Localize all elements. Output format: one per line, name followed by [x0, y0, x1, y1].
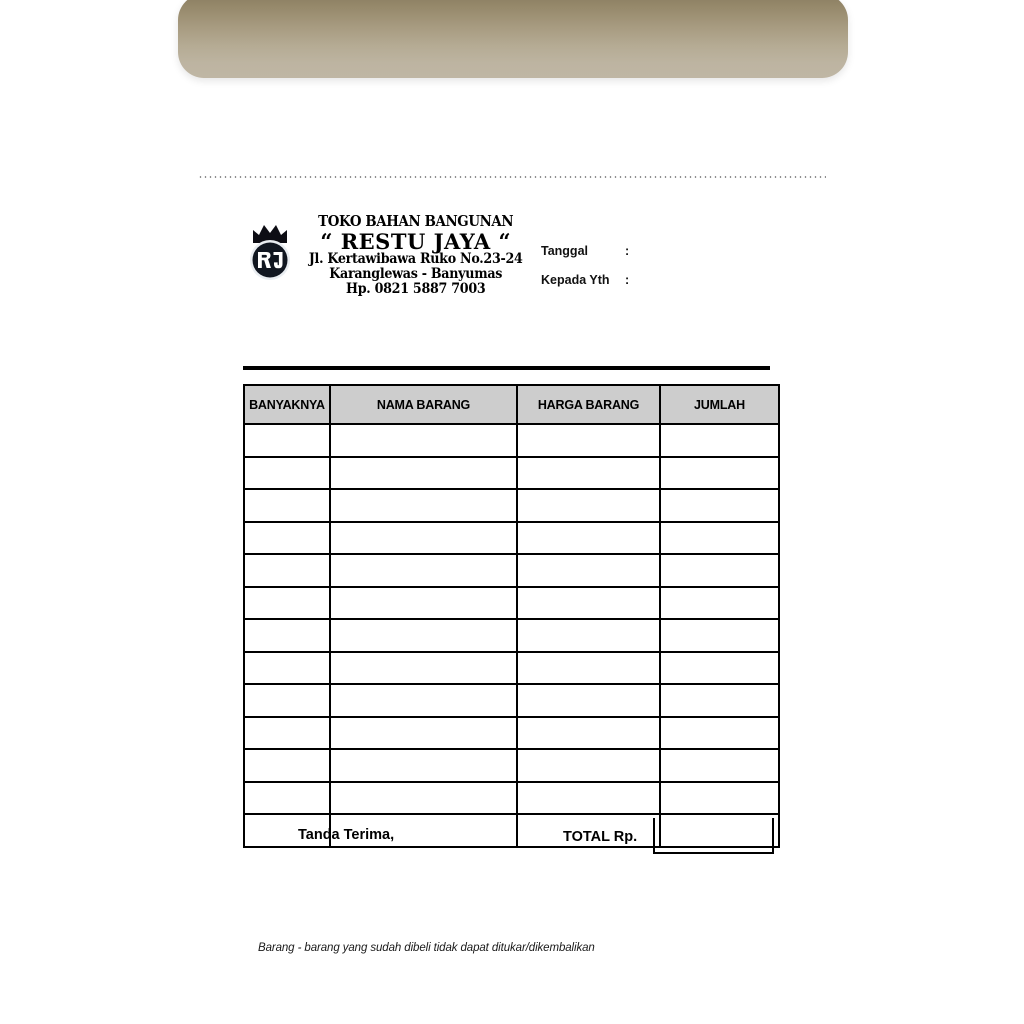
recipient-input[interactable]	[633, 272, 773, 284]
column-header-banyaknya: BANYAKNYA	[244, 385, 330, 424]
receipt-meta-fields	[541, 243, 773, 330]
table-cell[interactable]	[244, 684, 330, 717]
table-cell[interactable]	[660, 619, 779, 652]
table-cell[interactable]	[244, 424, 330, 457]
table-cell[interactable]	[244, 782, 330, 815]
date-input[interactable]	[633, 243, 773, 255]
recipient-colon: :	[625, 273, 630, 287]
store-branding	[243, 215, 529, 296]
total-value-box[interactable]	[653, 818, 774, 854]
table-cell[interactable]	[517, 749, 660, 782]
table-row	[244, 424, 779, 457]
store-name: “ RESTU JAYA “	[320, 228, 512, 254]
table-cell[interactable]	[330, 749, 517, 782]
items-table-body	[244, 424, 779, 847]
table-cell[interactable]	[244, 749, 330, 782]
table-cell[interactable]	[244, 554, 330, 587]
table-cell[interactable]	[330, 554, 517, 587]
table-cell[interactable]	[330, 587, 517, 620]
table-cell[interactable]	[244, 457, 330, 490]
table-cell[interactable]	[330, 489, 517, 522]
table-cell[interactable]	[244, 489, 330, 522]
table-cell[interactable]	[517, 619, 660, 652]
table-row	[244, 652, 779, 685]
table-cell[interactable]	[517, 489, 660, 522]
table-row	[244, 717, 779, 750]
table-cell[interactable]	[330, 652, 517, 685]
date-colon: :	[625, 244, 630, 258]
table-cell[interactable]	[244, 717, 330, 750]
column-header-nama-barang: NAMA BARANG	[330, 385, 517, 424]
table-cell[interactable]	[517, 684, 660, 717]
table-cell[interactable]	[660, 782, 779, 815]
store-tagline: TOKO BAHAN BANGUNAN	[318, 213, 514, 230]
recipient-field-row-2	[541, 301, 773, 317]
store-name-block	[302, 215, 529, 296]
table-cell[interactable]	[517, 782, 660, 815]
items-table	[243, 384, 780, 848]
table-cell[interactable]	[517, 424, 660, 457]
table-cell[interactable]	[517, 587, 660, 620]
date-label: Tanggal	[541, 244, 588, 258]
column-header-harga-barang: HARGA BARANG	[517, 385, 660, 424]
store-phone: Hp. 0821 5887 7003	[345, 280, 486, 297]
table-cell[interactable]	[517, 554, 660, 587]
table-cell[interactable]	[330, 457, 517, 490]
table-cell[interactable]	[517, 522, 660, 555]
table-cell[interactable]	[330, 782, 517, 815]
store-logo-icon	[243, 221, 297, 283]
table-cell[interactable]	[660, 749, 779, 782]
table-row	[244, 554, 779, 587]
table-cell[interactable]	[330, 424, 517, 457]
table-row	[244, 587, 779, 620]
table-cell[interactable]	[330, 684, 517, 717]
recipient-input-2[interactable]	[633, 301, 773, 313]
table-cell[interactable]	[244, 619, 330, 652]
receipt-header	[243, 215, 773, 335]
table-cell[interactable]	[660, 424, 779, 457]
table-row	[244, 489, 779, 522]
store-address-line-1: Jl. Kertawibawa Ruko No.23-24	[308, 251, 523, 268]
receipt-footer	[243, 818, 770, 860]
table-row	[244, 749, 779, 782]
table-cell[interactable]	[330, 522, 517, 555]
table-row	[244, 522, 779, 555]
table-cell[interactable]	[244, 522, 330, 555]
table-cell[interactable]	[330, 717, 517, 750]
table-cell[interactable]	[517, 652, 660, 685]
date-field-row	[541, 243, 773, 259]
items-table-head	[244, 385, 779, 424]
table-cell[interactable]	[660, 717, 779, 750]
table-cell[interactable]	[244, 587, 330, 620]
table-row	[244, 619, 779, 652]
table-row	[244, 457, 779, 490]
signature-label: Tanda Terima,	[298, 827, 395, 843]
table-row	[244, 684, 779, 717]
table-cell[interactable]	[517, 457, 660, 490]
table-row	[244, 782, 779, 815]
table-cell[interactable]	[660, 554, 779, 587]
column-header-jumlah: JUMLAH	[660, 385, 779, 424]
table-cell[interactable]	[660, 522, 779, 555]
table-cell[interactable]	[660, 684, 779, 717]
table-cell[interactable]	[660, 489, 779, 522]
disclaimer-text: Barang - barang yang sudah dibeli tidak dapat ditukar/dikembalikan	[258, 942, 595, 954]
store-address-line-2: Karanglewas - Banyumas	[329, 265, 503, 282]
table-cell[interactable]	[244, 652, 330, 685]
table-cell[interactable]	[330, 619, 517, 652]
table-top-rule	[243, 366, 770, 370]
table-header-row	[244, 385, 779, 424]
recipient-label: Kepada Yth	[541, 273, 610, 287]
total-label: TOTAL Rp.	[563, 829, 638, 845]
recipient-field-row	[541, 272, 773, 288]
table-cell[interactable]	[517, 717, 660, 750]
table-cell[interactable]	[660, 587, 779, 620]
table-cell[interactable]	[660, 457, 779, 490]
table-cell[interactable]	[660, 652, 779, 685]
